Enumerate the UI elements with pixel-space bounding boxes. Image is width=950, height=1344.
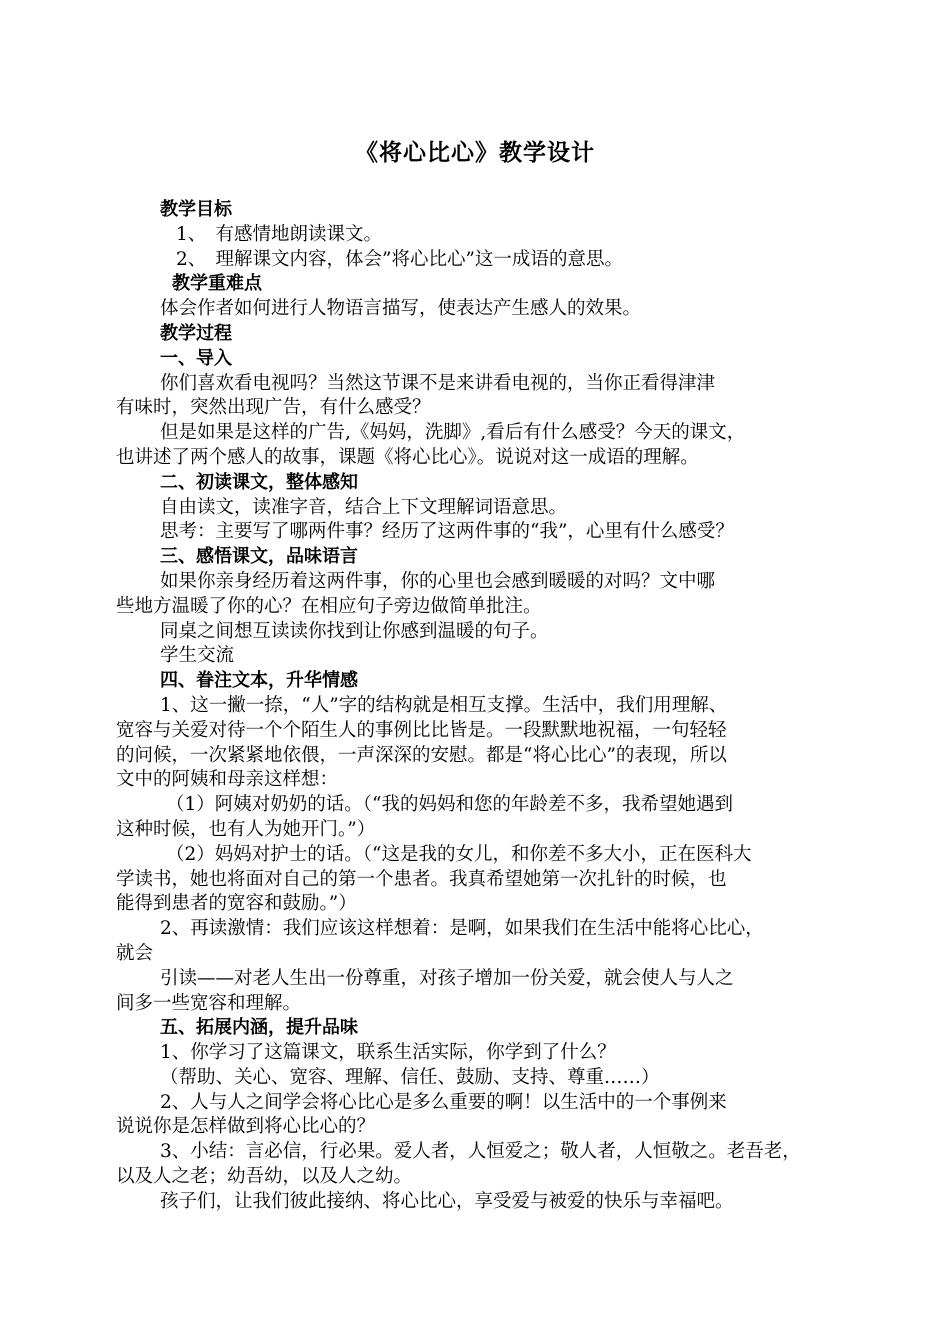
document-title: 《将心比心》教学设计 (355, 140, 595, 166)
text-line: 以及人之老；幼吾幼，以及人之幼。 (116, 1166, 413, 1188)
text-line: 2、 理解课文内容，体会”将心比心”这一成语的意思。 (176, 248, 623, 270)
text-line: 能得到患者的宽容和鼓励。”） (116, 893, 357, 915)
section-heading: 二、初读课文，整体感知 (160, 471, 358, 493)
section-heading: 教学过程 (160, 322, 232, 344)
text-line: 自由读文，读准字音，结合上下文理解词语意思。 (160, 496, 568, 518)
text-line: 有味时，突然出现广告，有什么感受？ (116, 397, 431, 419)
text-line: 学读书，她也将面对自己的第一个患者。我真希望她第一次扎针的时候，也 (116, 868, 727, 890)
section-heading: 一、导入 (160, 347, 232, 369)
text-line: 1、这一撇一捺，“人”字的结构就是相互支撑。生活中，我们用理解、 (160, 694, 728, 716)
section-heading: 教学目标 (160, 199, 232, 220)
text-line: 引读——对老人生出一份尊重，对孩子增加一份关爱，就会使人与人之 (160, 967, 734, 989)
text-line: （帮助、关心、宽容、理解、信任、鼓励、支持、尊重……） (160, 1066, 660, 1088)
text-line: 2、人与人之间学会将心比心是多么重要的啊！以生活中的一个事例来 (160, 1091, 727, 1113)
text-line: 说说你是怎样做到将心比心的？ (116, 1116, 376, 1138)
text-line: 体会作者如何进行人物语言描写，使表达产生感人的效果。 (160, 298, 642, 320)
section-heading: 四、眷注文本，升华情感 (160, 670, 358, 692)
section-heading: 三、感悟课文，品味语言 (160, 546, 358, 568)
text-line: 思考：主要写了哪两件事？经历了这两件事的“我”，心里有什么感受？ (160, 521, 734, 543)
text-line: 孩子们，让我们彼此接纳、将心比心，享受爱与被爱的快乐与幸福吧。 (160, 1190, 734, 1212)
text-line: 同桌之间想互读读你找到让你感到温暖的句子。 (160, 620, 549, 642)
text-line: 文中的阿姨和母亲这样想： (116, 769, 339, 791)
text-line: 间多一些宽容和理解。 (116, 992, 302, 1014)
section-heading: 五、拓展内涵，提升品味 (160, 1017, 358, 1039)
text-line: （2）妈妈对护士的话。（“这是我的女儿，和你差不多大小，正在医科大 (166, 843, 752, 865)
text-line: 你们喜欢看电视吗？当然这节课不是来讲看电视的，当你正看得津津 (160, 372, 716, 394)
document-body (116, 198, 856, 1215)
text-line: 1、 有感情地朗读课文。 (176, 223, 383, 245)
text-line: （1）阿姨对奶奶的话。（“我的妈妈和您的年龄差不多，我希望她遇到 (166, 794, 733, 816)
text-line: 也讲述了两个感人的故事，课题《将心比心》。说说对这一成语的理解。 (116, 446, 699, 468)
text-line: 但是如果是这样的广告,《妈妈，洗脚》,看后有什么感受？今天的课文， (160, 422, 746, 444)
text-line: 些地方温暖了你的心？在相应句子旁边做简单批注。 (116, 595, 542, 617)
text-line: 学生交流 (160, 645, 235, 667)
text-line: 3、小结：言必信，行必果。爱人者，人恒爱之；敬人者，人恒敬之。老吾老， (160, 1141, 801, 1163)
text-line: 这种时候，也有人为她开门。”） (116, 818, 376, 840)
text-line: 2、再读激情：我们应该这样想着：是啊，如果我们在生活中能将心比心， (160, 918, 764, 940)
text-line: 如果你亲身经历着这两件事，你的心里也会感到暖暖的对吗？文中哪 (160, 570, 716, 592)
text-line: 就会 (116, 942, 154, 964)
text-line: 宽容与关爱对待一个个陌生人的事例比比皆是。一段默默地祝福，一句轻轻 (116, 719, 727, 741)
text-line: 1、你学习了这篇课文，联系生活实际，你学到了什么？ (160, 1042, 616, 1064)
text-line: 的问候，一次紧紧地依偎，一声深深的安慰。都是“将心比心”的表现，所以 (116, 744, 727, 766)
section-heading: 教学重难点 (172, 273, 262, 295)
